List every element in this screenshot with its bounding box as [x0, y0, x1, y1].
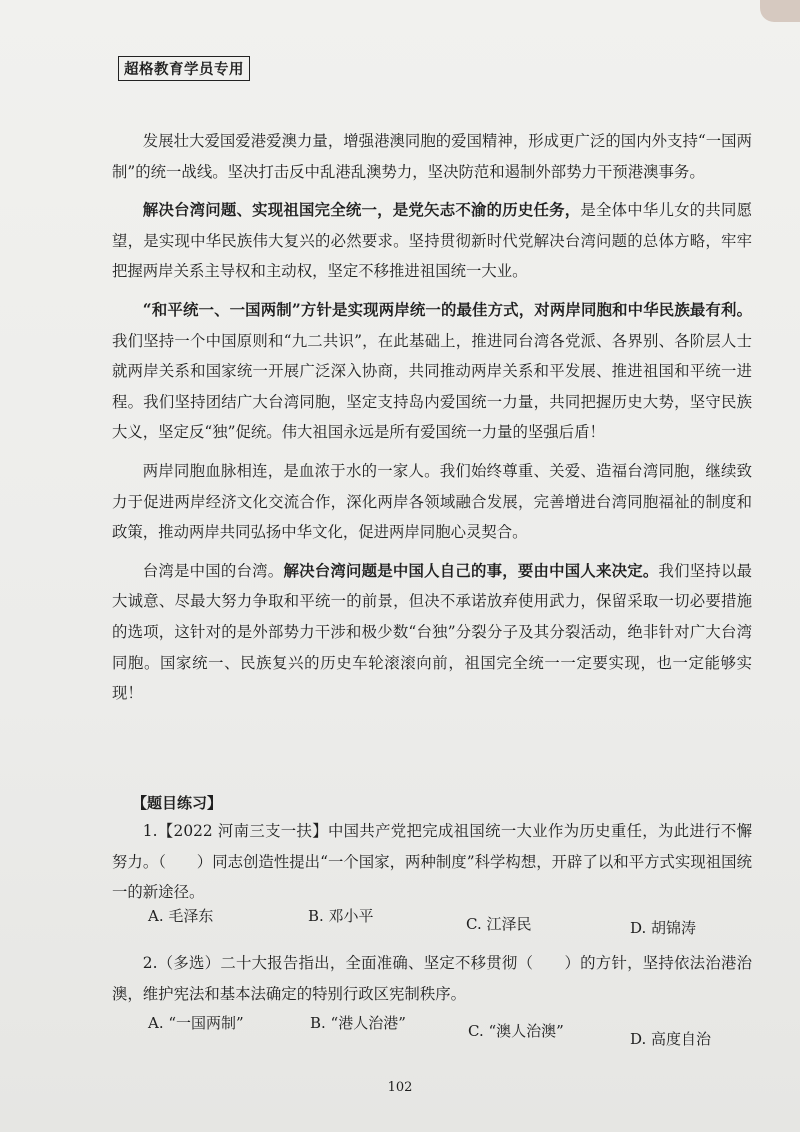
paragraph-text: 台湾是中国的台湾。 — [142, 561, 284, 580]
paragraph-lead: 解决台湾问题、实现祖国完全统一，是党矢志不渝的历史任务， — [142, 201, 581, 220]
option-d: D. 胡锦涛 — [630, 919, 697, 937]
paragraph-text: 两岸同胞血脉相连，是血浓于水的一家人。我们始终尊重、关爱、造福台湾同胞，继续致力于促进两岸经济文化交流合作，深化两岸各领域融合发展，完善增进台湾同胞福祉的制度和政策，推动两岸共同弘扬中华文化，促进两岸同胞心灵契合。 — [112, 461, 752, 542]
option-a: A. “一国两制” — [148, 1014, 244, 1032]
paragraph-hong-kong-macao — [112, 126, 752, 187]
option-b: B. “港人治港” — [310, 1014, 406, 1032]
option-d: D. 高度自治 — [630, 1030, 712, 1048]
question-1 — [112, 816, 752, 908]
question-stem: 2.（多选）二十大报告指出，全面准确、坚定不移贯彻（ ）的方针，坚持依法治港治澳，维护宪法和基本法确定的特别行政区宪制秩序。 — [112, 954, 752, 1003]
paragraph-text: 我们坚持以最大诚意、尽最大努力争取和平统一的前景，但决不承诺放弃使用武力，保留采取一切必要措施的选项，这针对的是外部势力干涉和极少数“台独”分裂分子及其分裂活动，绝非针对广大台湾同胞。国家统一、民族复兴的历史车轮滚滚向前，祖国完全统一一定要实现，也一定能够实现！ — [112, 561, 752, 703]
paragraph-text: 是全体中华儿女的共同愿望，是实现中华民族伟大复兴的必然要求。坚持贯彻新时代党解决台湾问题的总体方略，牢牢把握两岸关系主导权和主动权，坚定不移推进祖国统一大业。 — [112, 201, 752, 281]
question-2 — [112, 948, 752, 1009]
paragraph-text: 发展壮大爱国爱港爱澳力量，增强港澳同胞的爱国精神，形成更广泛的国内外支持“一国两制”的统一战线。坚决打击反中乱港乱澳势力，坚决防范和遏制外部势力干预港澳事务。 — [112, 132, 752, 181]
paragraph-compatriots — [112, 456, 752, 548]
option-b: B. 邓小平 — [308, 907, 374, 925]
paragraph-taiwan-is-china — [112, 556, 752, 709]
paragraph-lead: “和平统一、一国两制”方针是实现两岸统一的最佳方式，对两岸同胞和中华民族最有利。 — [142, 300, 752, 319]
page-number: 102 — [387, 1080, 413, 1095]
question-stem: 1.【2022 河南三支一扶】中国共产党把完成祖国统一大业作为历史重任，为此进行不懈努力。（ ）同志创造性提出“一个国家，两种制度”科学构想，开辟了以和平方式实现祖国统一的新途径。 — [112, 822, 752, 901]
practice-heading: 【题目练习】 — [132, 794, 223, 812]
option-c: C. “澳人治澳” — [468, 1022, 564, 1040]
option-a: A. 毛泽东 — [148, 907, 214, 925]
paragraph-text: 我们坚持一个中国原则和“九二共识”，在此基础上，推进同台湾各党派、各界别、各阶层人士就两岸关系和国家统一开展广泛深入协商，共同推动两岸关系和平发展、推进祖国和平统一进程。我们坚持团结广大台湾同胞，坚定支持岛内爱国统一力量，共同把握历史大势，坚守民族大义，坚定反“独”促统。伟大祖国永远是所有爱国统一力量的坚强后盾！ — [112, 331, 752, 442]
paragraph-lead: 解决台湾问题是中国人自己的事，要由中国人来决定。 — [283, 561, 659, 580]
option-c: C. 江泽民 — [466, 915, 532, 933]
paragraph-peaceful-unification — [112, 295, 752, 448]
paragraph-taiwan-task — [112, 195, 752, 287]
body-text — [112, 126, 752, 709]
header-label: 超格教育学员专用 — [118, 56, 250, 81]
page-corner-mark — [760, 0, 800, 22]
